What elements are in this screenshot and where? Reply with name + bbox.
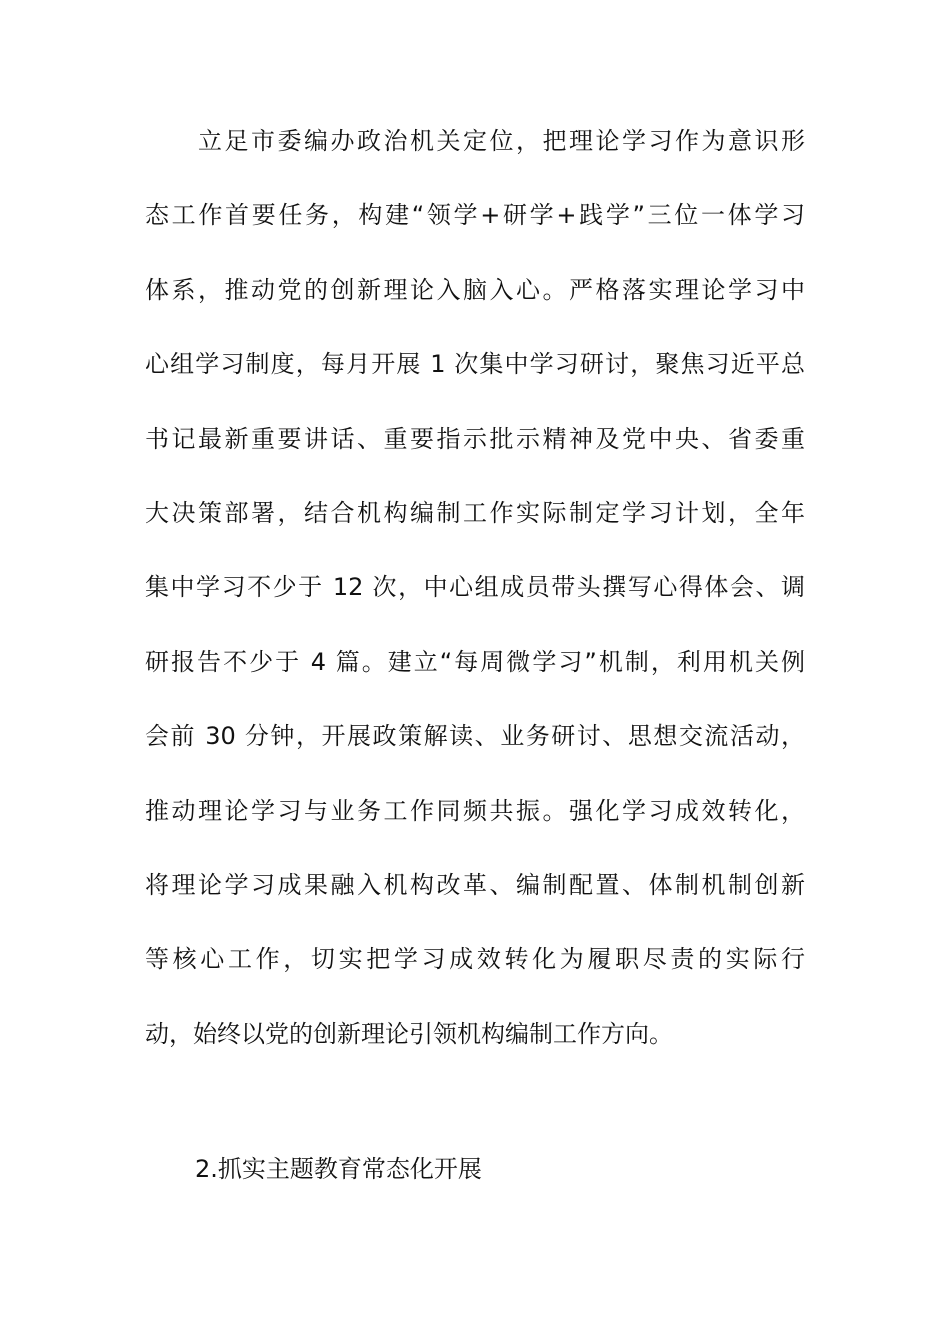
- paragraph-line: 心组学习制度，每月开展 1 次集中学习研讨，聚焦习近平总: [145, 350, 805, 379]
- paragraph-line: 研报告不少于 4 篇。建立“每周微学习”机制，利用机关例: [145, 647, 805, 676]
- paragraph-line: 体系，推动党的创新理论入脑入心。严格落实理论学习中: [145, 275, 805, 304]
- paragraph-line: 立足市委编办政治机关定位，把理论学习作为意识形: [145, 127, 805, 155]
- paragraph-line: 书记最新重要讲话、重要指示批示精神及党中央、省委重: [145, 424, 805, 453]
- paragraph-line: 大决策部署，结合机构编制工作实际制定学习计划，全年: [145, 498, 805, 527]
- paragraph-line: 态工作首要任务，构建“领学+研学+践学”三位一体学习: [145, 201, 805, 230]
- body-paragraph: [145, 118, 805, 1085]
- paragraph-line: 会前 30 分钟，开展政策解读、业务研讨、思想交流活动，: [145, 722, 805, 751]
- paragraph-line: 动，始终以党的创新理论引领机构编制工作方向。: [145, 1019, 673, 1048]
- paragraph-line: 将理论学习成果融入机构改革、编制配置、体制机制创新: [145, 870, 805, 899]
- paragraph-line: 推动理论学习与业务工作同频共振。强化学习成效转化，: [145, 796, 805, 825]
- paragraph-line: 等核心工作，切实把学习成效转化为履职尽责的实际行: [145, 945, 805, 974]
- section-heading: 2.抓实主题教育常态化开展: [195, 1155, 482, 1183]
- paragraph-line: 集中学习不少于 12 次，中心组成员带头撰写心得体会、调: [145, 573, 805, 602]
